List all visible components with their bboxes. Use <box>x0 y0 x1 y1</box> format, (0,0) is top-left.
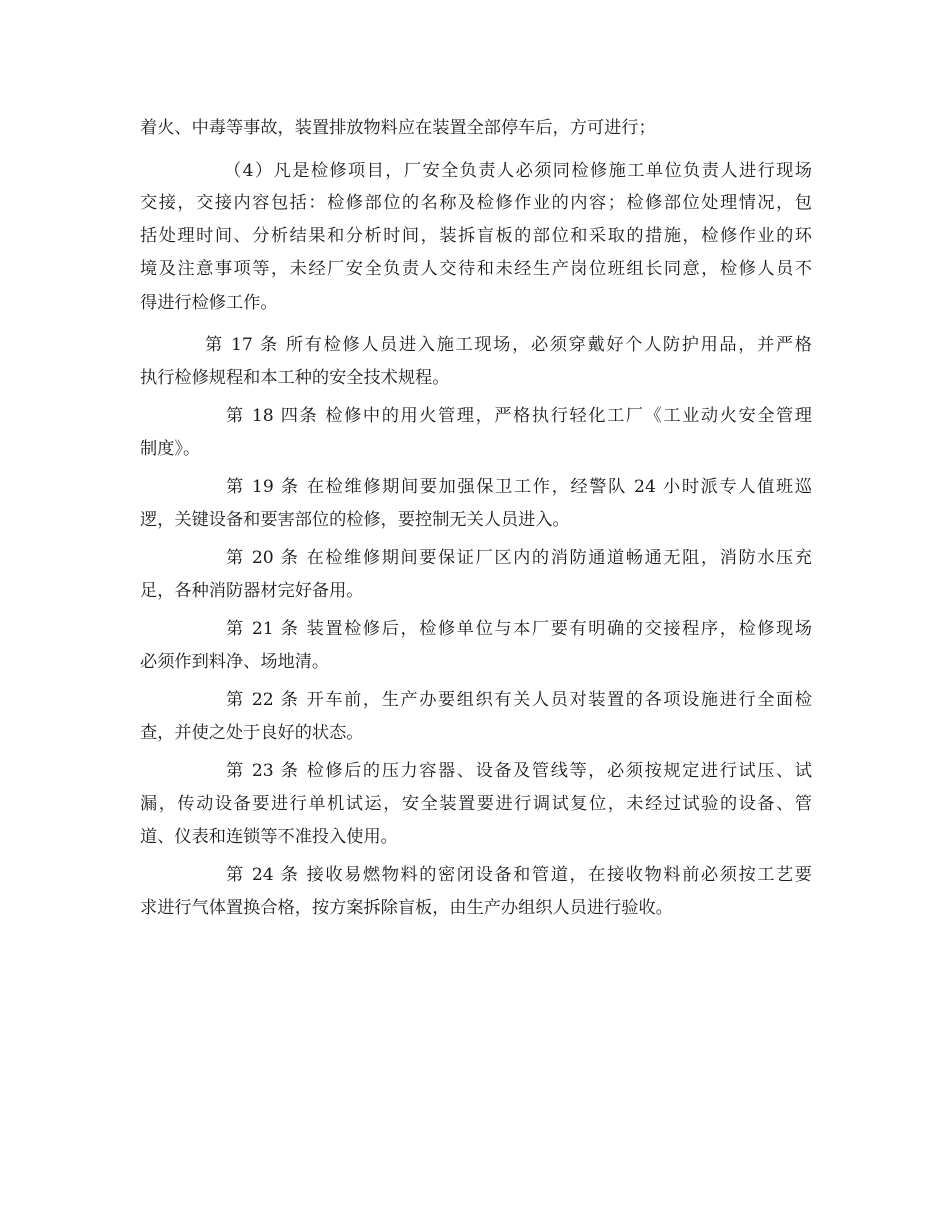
text-line: 制度》。 <box>140 439 201 459</box>
text-line: 括处理时间、分析结果和分析时间，装拆盲板的部位和采取的措施，检修作业的环 <box>140 226 812 246</box>
text-line: 道、仪表和连锁等不准投入使用。 <box>140 827 398 847</box>
text-line: 第 23 条 检修后的压力容器、设备及管线等，必须按规定进行试压、试 <box>226 761 812 781</box>
text-line: 着火、中毒等事故，装置排放物料应在装置全部停车后，方可进行； <box>140 118 656 138</box>
text-line: （4）凡是检修项目，厂安全负责人必须同检修施工单位负责人进行现场 <box>224 161 812 181</box>
text-line: 足，各种消防器材完好备用。 <box>140 581 364 601</box>
text-line: 第 18 四条 检修中的用火管理，严格执行轻化工厂《工业动火安全管理 <box>226 406 812 426</box>
text-line: 第 17 条 所有检修人员进入施工现场，必须穿戴好个人防护用品，并严格 <box>205 335 812 355</box>
text-line: 逻，关键设备和要害部位的检修，要控制无关人员进入。 <box>140 510 570 530</box>
text-line: 第 21 条 装置检修后，检修单位与本厂要有明确的交接程序，检修现场 <box>226 619 812 639</box>
text-line: 第 20 条 在检维修期间要保证厂区内的消防通道畅通无阻，消防水压充 <box>226 548 812 568</box>
text-line: 交接，交接内容包括：检修部位的名称及检修作业的内容；检修部位处理情况，包 <box>140 193 812 213</box>
text-line: 漏，传动设备要进行单机试运，安全装置要进行调试复位，未经过试验的设备、管 <box>140 794 812 814</box>
text-line: 第 22 条 开车前，生产办要组织有关人员对装置的各项设施进行全面检 <box>226 690 812 710</box>
text-line: 查，并使之处于良好的状态。 <box>140 723 364 743</box>
text-line: 执行检修规程和本工种的安全技术规程。 <box>140 368 450 388</box>
text-line: 境及注意事项等，未经厂安全负责人交待和未经生产岗位班组长同意，检修人员不 <box>140 259 812 279</box>
text-line: 第 24 条 接收易燃物料的密闭设备和管道，在接收物料前必须按工艺要 <box>226 865 812 885</box>
text-line: 第 19 条 在检维修期间要加强保卫工作，经警队 24 小时派专人值班巡 <box>226 477 812 497</box>
text-line: 必须作到料净、场地清。 <box>140 652 330 672</box>
text-line: 求进行气体置换合格，按方案拆除盲板，由生产办组织人员进行验收。 <box>140 898 673 918</box>
text-line: 得进行检修工作。 <box>140 293 278 313</box>
